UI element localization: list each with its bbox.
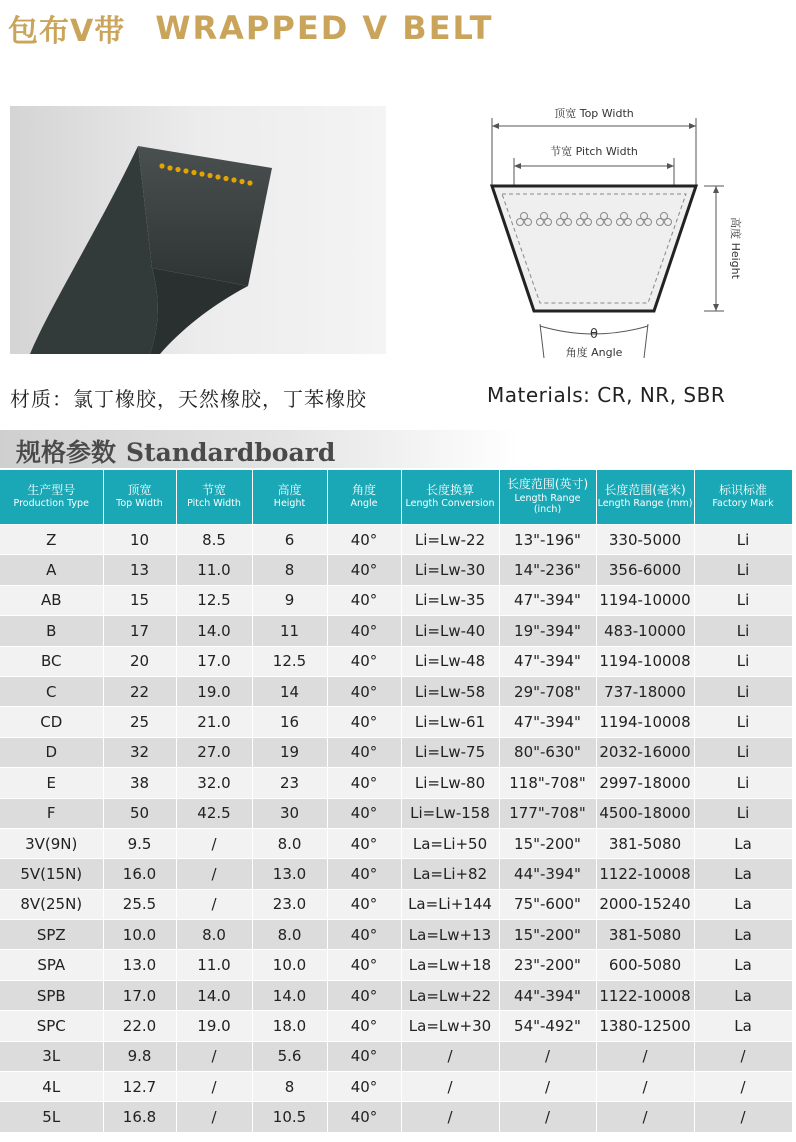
table-cell: SPZ bbox=[0, 920, 103, 950]
column-header-en: Pitch Width bbox=[187, 498, 241, 510]
table-cell: SPC bbox=[0, 1011, 103, 1041]
table-row bbox=[0, 980, 792, 1010]
table-cell: 40° bbox=[327, 768, 401, 798]
table-cell: 177"-708" bbox=[499, 798, 596, 828]
table-cell: 600-5080 bbox=[596, 950, 694, 980]
table-cell: E bbox=[0, 768, 103, 798]
table-cell: / bbox=[694, 1041, 792, 1071]
table-cell: 27.0 bbox=[176, 737, 252, 767]
table-cell: / bbox=[401, 1072, 499, 1102]
table-cell: 1122-10008 bbox=[596, 859, 694, 889]
table-cell: La=Lw+30 bbox=[401, 1011, 499, 1041]
column-header-cn: 节宽 bbox=[201, 482, 226, 497]
section-title-english: Standardboard bbox=[126, 438, 336, 467]
table-cell: 30 bbox=[252, 798, 327, 828]
table-cell: La=Li+144 bbox=[401, 889, 499, 919]
table-cell: 17 bbox=[103, 616, 176, 646]
table-cell: La bbox=[694, 980, 792, 1010]
table-cell: 47"-394" bbox=[499, 646, 596, 676]
table-row bbox=[0, 525, 792, 555]
table-cell: Li bbox=[694, 525, 792, 555]
table-cell: SPA bbox=[0, 950, 103, 980]
table-cell: 10.0 bbox=[252, 950, 327, 980]
table-cell: 40° bbox=[327, 585, 401, 615]
table-cell: 19.0 bbox=[176, 676, 252, 706]
table-row bbox=[0, 1011, 792, 1041]
table-cell: Li=Lw-22 bbox=[401, 525, 499, 555]
spec-table bbox=[0, 470, 793, 1132]
table-cell: 32 bbox=[103, 737, 176, 767]
table-cell: B bbox=[0, 616, 103, 646]
table-cell: 50 bbox=[103, 798, 176, 828]
table-row bbox=[0, 616, 792, 646]
column-header-en: Length Range (mm) bbox=[597, 498, 693, 510]
height-label: 高度 Height bbox=[729, 217, 742, 279]
column-header-en: Factory Mark bbox=[712, 498, 774, 510]
pitch-width-label: 节宽 Pitch Width bbox=[550, 145, 638, 158]
table-row bbox=[0, 555, 792, 585]
column-header bbox=[103, 470, 176, 525]
table-cell: / bbox=[176, 828, 252, 858]
table-cell: Li=Lw-35 bbox=[401, 585, 499, 615]
table-cell: 11.0 bbox=[176, 555, 252, 585]
table-cell: 23"-200" bbox=[499, 950, 596, 980]
table-header-row bbox=[0, 470, 792, 525]
table-cell: 40° bbox=[327, 950, 401, 980]
table-cell: 8.5 bbox=[176, 525, 252, 555]
table-body bbox=[0, 525, 792, 1132]
table-cell: 118"-708" bbox=[499, 768, 596, 798]
angle-label: 角度 Angle bbox=[565, 346, 623, 359]
column-header bbox=[327, 470, 401, 525]
table-cell: / bbox=[499, 1041, 596, 1071]
table-cell: 15"-200" bbox=[499, 828, 596, 858]
column-header-cn: 顶宽 bbox=[127, 482, 152, 497]
table-cell: 22 bbox=[103, 676, 176, 706]
column-header-en: Top Width bbox=[116, 498, 163, 510]
table-cell: / bbox=[401, 1102, 499, 1132]
table-cell: 2032-16000 bbox=[596, 737, 694, 767]
table-cell: 40° bbox=[327, 676, 401, 706]
table-cell: La=Lw+18 bbox=[401, 950, 499, 980]
table-cell: 75"-600" bbox=[499, 889, 596, 919]
table-cell: 42.5 bbox=[176, 798, 252, 828]
table-cell: Li=Lw-61 bbox=[401, 707, 499, 737]
table-cell: 40° bbox=[327, 555, 401, 585]
table-cell: 1194-10008 bbox=[596, 646, 694, 676]
table-cell: 40° bbox=[327, 525, 401, 555]
column-header bbox=[596, 470, 694, 525]
section-title bbox=[16, 433, 335, 469]
table-cell: Li bbox=[694, 646, 792, 676]
table-cell: 9.5 bbox=[103, 828, 176, 858]
table-cell: 14.0 bbox=[252, 980, 327, 1010]
table-cell: 13"-196" bbox=[499, 525, 596, 555]
theta-symbol: θ bbox=[590, 327, 598, 342]
column-header bbox=[694, 470, 792, 525]
table-cell: 40° bbox=[327, 1072, 401, 1102]
table-cell: 483-10000 bbox=[596, 616, 694, 646]
table-cell: 10 bbox=[103, 525, 176, 555]
column-header bbox=[252, 470, 327, 525]
table-cell: 14"-236" bbox=[499, 555, 596, 585]
table-cell: 2997-18000 bbox=[596, 768, 694, 798]
table-row bbox=[0, 859, 792, 889]
table-cell: 12.7 bbox=[103, 1072, 176, 1102]
table-cell: Li=Lw-75 bbox=[401, 737, 499, 767]
table-cell: Li=Lw-80 bbox=[401, 768, 499, 798]
table-cell: 15"-200" bbox=[499, 920, 596, 950]
section-title-chinese: 规格参数 bbox=[16, 438, 117, 467]
table-cell: Li bbox=[694, 676, 792, 706]
table-row bbox=[0, 889, 792, 919]
table-cell: / bbox=[176, 859, 252, 889]
table-cell: 44"-394" bbox=[499, 859, 596, 889]
table-cell: / bbox=[694, 1102, 792, 1132]
table-cell: Li bbox=[694, 737, 792, 767]
table-cell: La bbox=[694, 859, 792, 889]
table-cell: 40° bbox=[327, 1011, 401, 1041]
table-cell: 13 bbox=[103, 555, 176, 585]
column-header-cn: 长度换算 bbox=[425, 482, 474, 497]
table-cell: 4L bbox=[0, 1072, 103, 1102]
table-cell: La bbox=[694, 889, 792, 919]
table-cell: 2000-15240 bbox=[596, 889, 694, 919]
table-cell: Li=Lw-58 bbox=[401, 676, 499, 706]
table-cell: 20 bbox=[103, 646, 176, 676]
table-cell: 14.0 bbox=[176, 980, 252, 1010]
table-row bbox=[0, 1041, 792, 1071]
table-cell: 11 bbox=[252, 616, 327, 646]
page-title bbox=[8, 6, 493, 50]
column-header bbox=[401, 470, 499, 525]
table-cell: Li bbox=[694, 555, 792, 585]
column-header-en: Height bbox=[273, 498, 306, 510]
materials-english: Materials: CR, NR, SBR bbox=[487, 383, 726, 407]
table-cell: 23.0 bbox=[252, 889, 327, 919]
materials-chinese: 材质：氯丁橡胶，天然橡胶，丁苯橡胶 bbox=[10, 387, 367, 411]
table-cell: 19"-394" bbox=[499, 616, 596, 646]
table-cell: 40° bbox=[327, 828, 401, 858]
table-cell: 9 bbox=[252, 585, 327, 615]
table-cell: 40° bbox=[327, 737, 401, 767]
table-cell: / bbox=[499, 1072, 596, 1102]
table-cell: La=Li+50 bbox=[401, 828, 499, 858]
table-cell: 17.0 bbox=[103, 980, 176, 1010]
table-cell: / bbox=[176, 1041, 252, 1071]
table-cell: La bbox=[694, 1011, 792, 1041]
table-cell: 40° bbox=[327, 889, 401, 919]
table-cell: 15 bbox=[103, 585, 176, 615]
table-cell: 6 bbox=[252, 525, 327, 555]
table-cell: 40° bbox=[327, 646, 401, 676]
table-cell: La bbox=[694, 828, 792, 858]
table-cell: Li=Lw-40 bbox=[401, 616, 499, 646]
table-row bbox=[0, 646, 792, 676]
column-header-cn: 角度 bbox=[351, 482, 376, 497]
table-row bbox=[0, 1072, 792, 1102]
table-cell: 381-5080 bbox=[596, 920, 694, 950]
table-cell: / bbox=[596, 1102, 694, 1132]
table-cell: CD bbox=[0, 707, 103, 737]
table-cell: 11.0 bbox=[176, 950, 252, 980]
table-cell: 25.5 bbox=[103, 889, 176, 919]
table-cell: 5L bbox=[0, 1102, 103, 1132]
table-cell: 737-18000 bbox=[596, 676, 694, 706]
table-cell: 16 bbox=[252, 707, 327, 737]
table-cell: 8 bbox=[252, 1072, 327, 1102]
table-cell: 23 bbox=[252, 768, 327, 798]
table-row bbox=[0, 1102, 792, 1132]
table-cell: 5.6 bbox=[252, 1041, 327, 1071]
table-cell: 8.0 bbox=[176, 920, 252, 950]
table-cell: 381-5080 bbox=[596, 828, 694, 858]
table-cell: / bbox=[176, 1102, 252, 1132]
table-cell: 44"-394" bbox=[499, 980, 596, 1010]
table-cell: Li bbox=[694, 798, 792, 828]
table-cell: 1380-12500 bbox=[596, 1011, 694, 1041]
table-cell: 8.0 bbox=[252, 828, 327, 858]
table-cell: 40° bbox=[327, 707, 401, 737]
table-cell: 5V(15N) bbox=[0, 859, 103, 889]
table-cell: 8.0 bbox=[252, 920, 327, 950]
table-cell: 4500-18000 bbox=[596, 798, 694, 828]
table-row bbox=[0, 737, 792, 767]
column-header bbox=[0, 470, 103, 525]
table-cell: 13.0 bbox=[252, 859, 327, 889]
table-row bbox=[0, 676, 792, 706]
column-header-en: Production Type bbox=[13, 498, 89, 510]
table-cell: 12.5 bbox=[176, 585, 252, 615]
table-cell: Z bbox=[0, 525, 103, 555]
belt-photo bbox=[10, 106, 386, 354]
table-cell: 16.8 bbox=[103, 1102, 176, 1132]
table-cell: 18.0 bbox=[252, 1011, 327, 1041]
table-cell: 14.0 bbox=[176, 616, 252, 646]
table-cell: 54"-492" bbox=[499, 1011, 596, 1041]
table-cell: 1194-10008 bbox=[596, 707, 694, 737]
table-cell: La=Lw+22 bbox=[401, 980, 499, 1010]
table-cell: 330-5000 bbox=[596, 525, 694, 555]
table-cell: Li bbox=[694, 768, 792, 798]
column-header-cn: 标识标准 bbox=[718, 482, 767, 497]
table-cell: Li bbox=[694, 616, 792, 646]
table-cell: 25 bbox=[103, 707, 176, 737]
title-english: WRAPPED V BELT bbox=[155, 9, 494, 47]
column-header-cn: 生产型号 bbox=[27, 482, 76, 497]
table-cell: 8V(25N) bbox=[0, 889, 103, 919]
table-cell: 32.0 bbox=[176, 768, 252, 798]
table-cell: / bbox=[401, 1041, 499, 1071]
table-cell: 21.0 bbox=[176, 707, 252, 737]
table-cell: 40° bbox=[327, 798, 401, 828]
table-cell: 14 bbox=[252, 676, 327, 706]
column-header bbox=[176, 470, 252, 525]
column-header-en: Length Range (inch) bbox=[514, 492, 581, 515]
table-cell: 40° bbox=[327, 920, 401, 950]
table-cell: 3L bbox=[0, 1041, 103, 1071]
table-cell: Li=Lw-48 bbox=[401, 646, 499, 676]
table-cell: 3V(9N) bbox=[0, 828, 103, 858]
table-cell: 8 bbox=[252, 555, 327, 585]
table-cell: 1122-10008 bbox=[596, 980, 694, 1010]
table-cell: 38 bbox=[103, 768, 176, 798]
table-cell: AB bbox=[0, 585, 103, 615]
table-cell: 29"-708" bbox=[499, 676, 596, 706]
table-cell: 40° bbox=[327, 1041, 401, 1071]
table-cell: / bbox=[694, 1072, 792, 1102]
table-cell: D bbox=[0, 737, 103, 767]
column-header-en: Angle bbox=[350, 498, 378, 510]
table-cell: 1194-10000 bbox=[596, 585, 694, 615]
table-cell: 40° bbox=[327, 616, 401, 646]
table-row bbox=[0, 707, 792, 737]
table-cell: 356-6000 bbox=[596, 555, 694, 585]
table-cell: 10.5 bbox=[252, 1102, 327, 1132]
title-chinese: 包布V带 bbox=[8, 14, 126, 49]
table-cell: La bbox=[694, 920, 792, 950]
column-header-en: Length Conversion bbox=[405, 498, 495, 510]
column-header-cn: 高度 bbox=[277, 482, 302, 497]
table-cell: 19 bbox=[252, 737, 327, 767]
table-cell: A bbox=[0, 555, 103, 585]
table-cell: 80"-630" bbox=[499, 737, 596, 767]
table-row bbox=[0, 920, 792, 950]
table-cell: 12.5 bbox=[252, 646, 327, 676]
table-cell: / bbox=[176, 889, 252, 919]
table-cell: La=Li+82 bbox=[401, 859, 499, 889]
table-cell: SPB bbox=[0, 980, 103, 1010]
table-cell: La bbox=[694, 950, 792, 980]
table-cell: Li=Lw-30 bbox=[401, 555, 499, 585]
table-cell: 40° bbox=[327, 859, 401, 889]
table-cell: 17.0 bbox=[176, 646, 252, 676]
table-cell: / bbox=[596, 1072, 694, 1102]
table-cell: 22.0 bbox=[103, 1011, 176, 1041]
table-cell: 10.0 bbox=[103, 920, 176, 950]
table-row bbox=[0, 585, 792, 615]
table-row bbox=[0, 828, 792, 858]
column-header-cn: 长度范围(毫米) bbox=[604, 482, 686, 497]
table-cell: 40° bbox=[327, 1102, 401, 1132]
top-width-label: 顶宽 Top Width bbox=[554, 107, 634, 120]
table-cell: 47"-394" bbox=[499, 707, 596, 737]
table-row bbox=[0, 798, 792, 828]
table-cell: 16.0 bbox=[103, 859, 176, 889]
cross-section-diagram bbox=[468, 96, 768, 366]
table-cell: 13.0 bbox=[103, 950, 176, 980]
column-header-cn: 长度范围(英寸) bbox=[506, 477, 589, 492]
table-cell: La=Lw+13 bbox=[401, 920, 499, 950]
table-cell: BC bbox=[0, 646, 103, 676]
table-cell: 19.0 bbox=[176, 1011, 252, 1041]
table-cell: F bbox=[0, 798, 103, 828]
table-cell: C bbox=[0, 676, 103, 706]
table-cell: 40° bbox=[327, 980, 401, 1010]
table-cell: / bbox=[499, 1102, 596, 1132]
column-header bbox=[499, 470, 596, 525]
table-cell: Li=Lw-158 bbox=[401, 798, 499, 828]
table-row bbox=[0, 950, 792, 980]
table-cell: 47"-394" bbox=[499, 585, 596, 615]
table-cell: 9.8 bbox=[103, 1041, 176, 1071]
table-cell: Li bbox=[694, 707, 792, 737]
table-cell: / bbox=[596, 1041, 694, 1071]
table-row bbox=[0, 768, 792, 798]
table-cell: Li bbox=[694, 585, 792, 615]
table-cell: / bbox=[176, 1072, 252, 1102]
